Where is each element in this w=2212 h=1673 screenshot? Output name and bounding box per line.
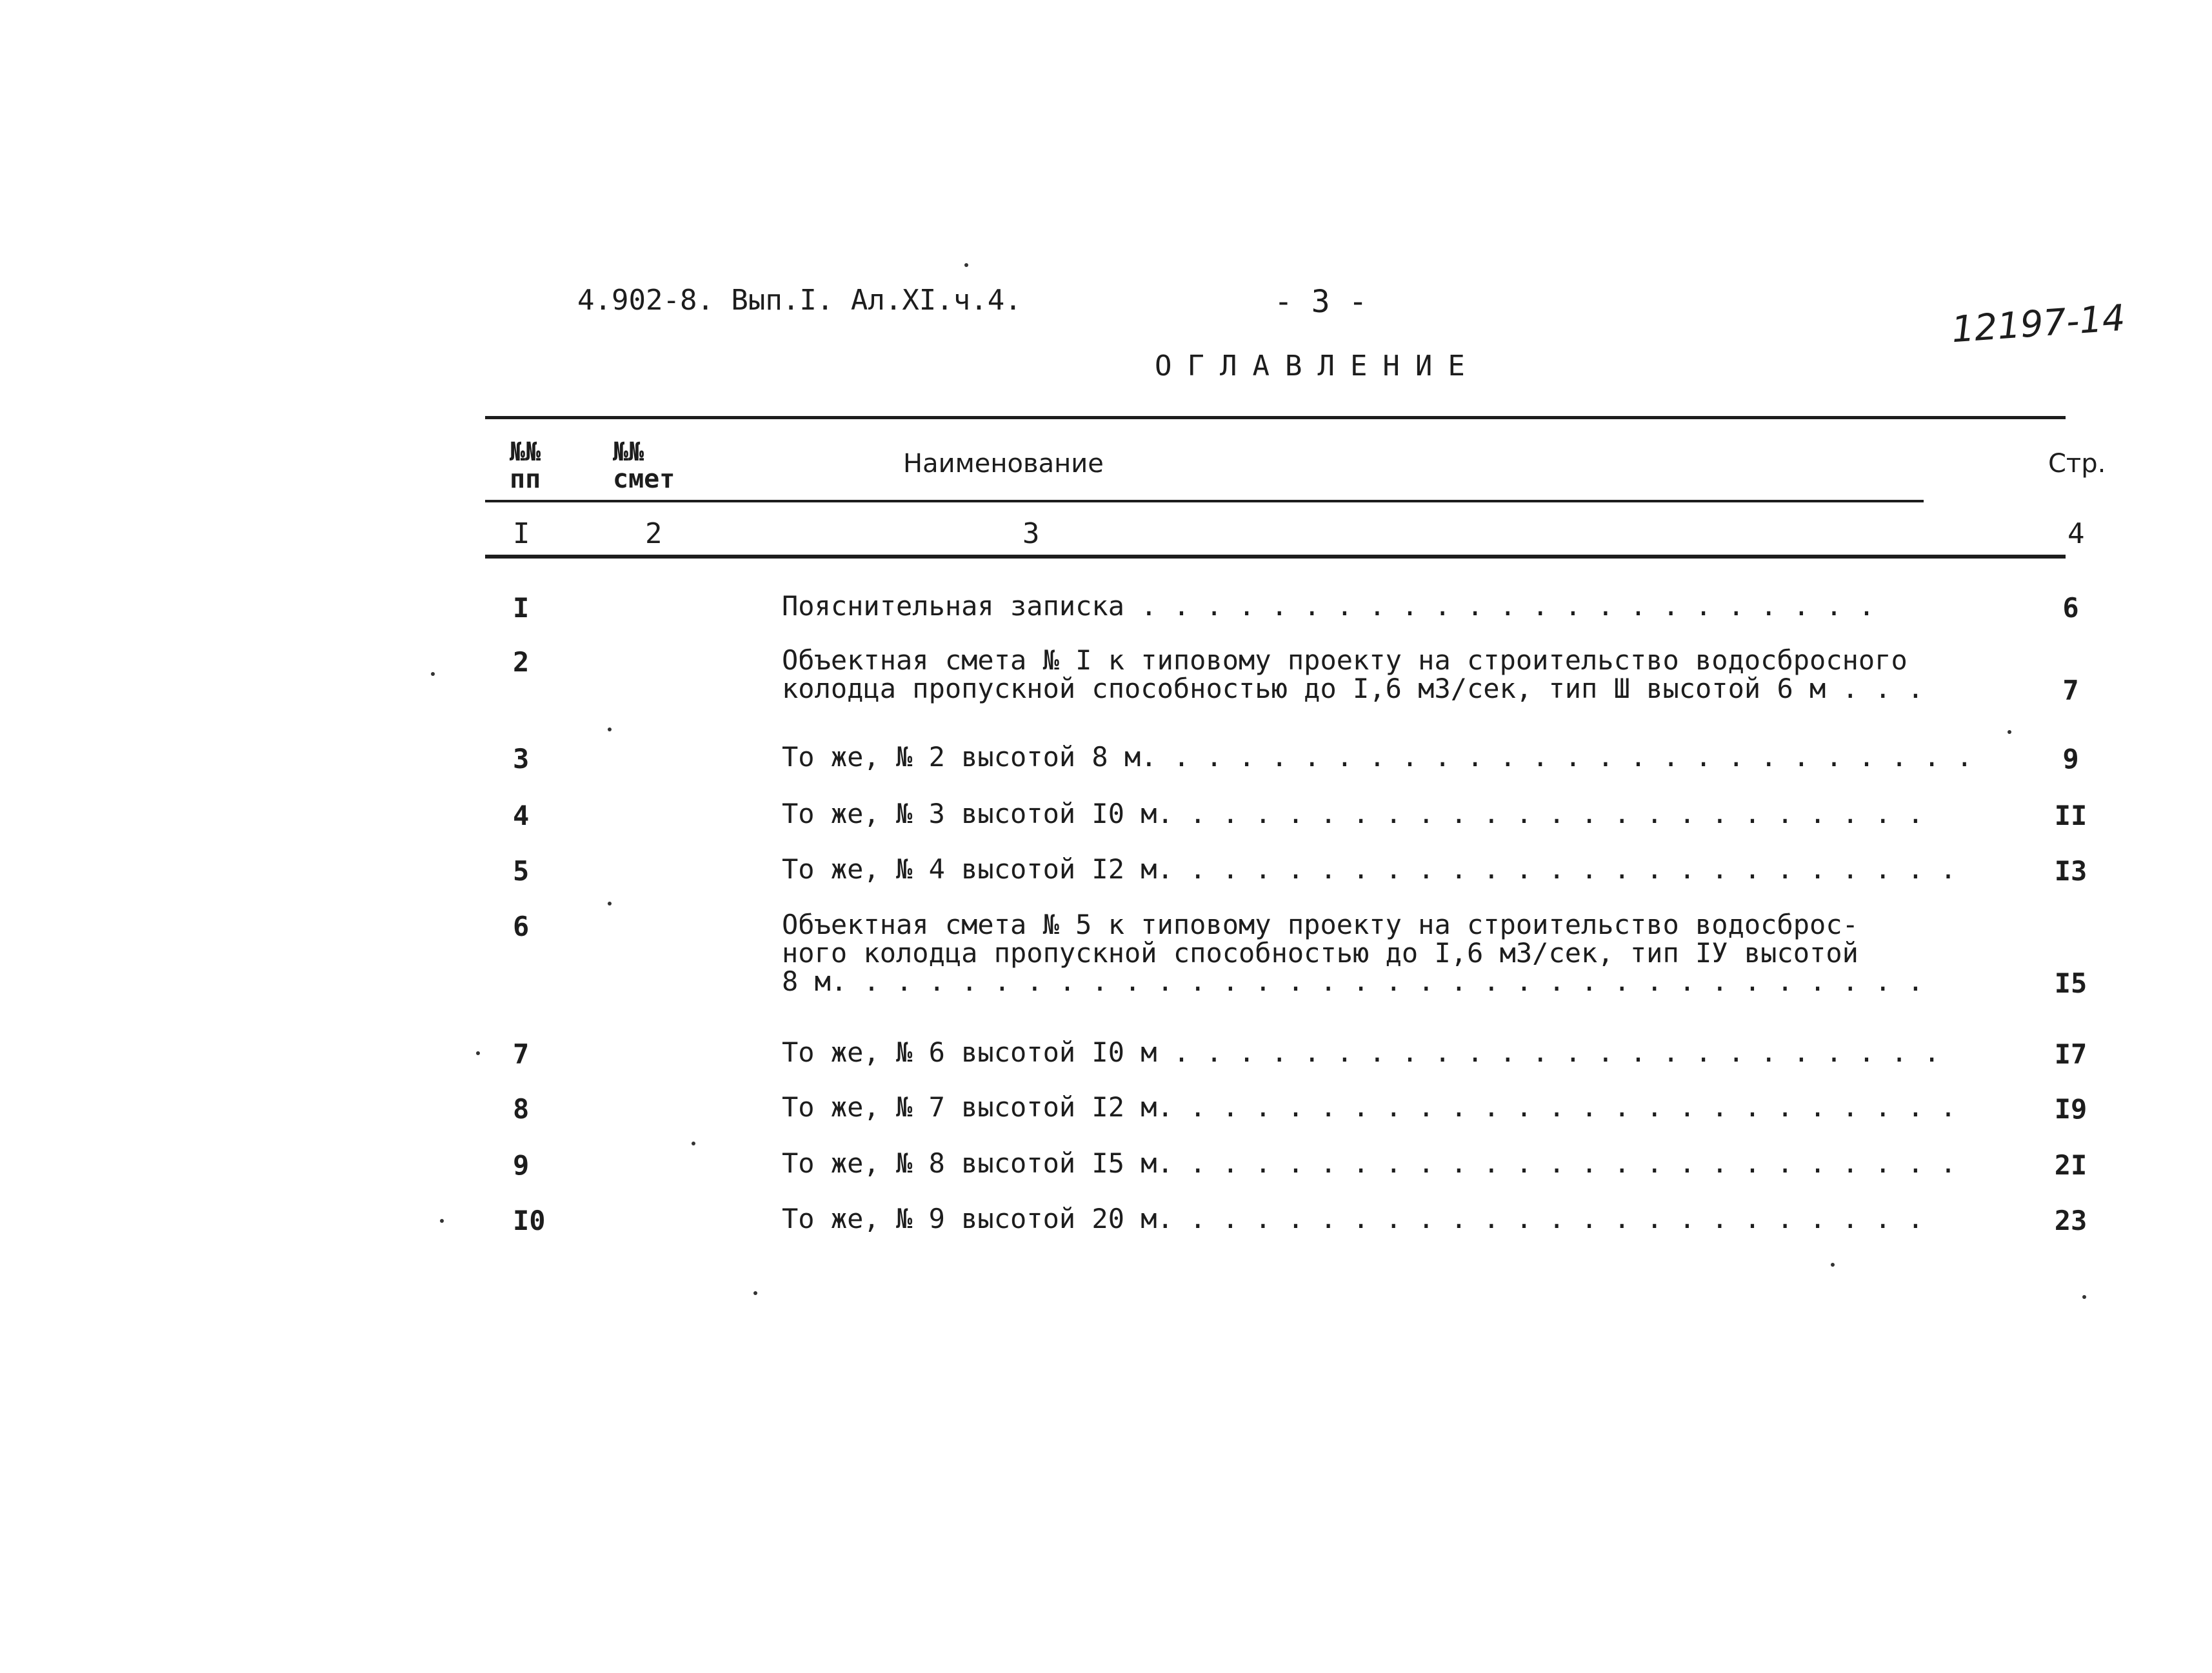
row-name-line: То же, № 6 высотой I0 м . . . . . . . . . . . . . . . . . . . . . . . . bbox=[782, 1036, 1940, 1068]
row-page: 2I bbox=[2054, 1149, 2087, 1181]
scan-speck bbox=[476, 1051, 480, 1055]
row-number: 3 bbox=[513, 743, 530, 775]
handwritten-stamp: 12197-14 bbox=[1950, 297, 2127, 351]
row-number: 5 bbox=[513, 855, 530, 887]
row-page: II bbox=[2054, 800, 2087, 831]
scan-speck bbox=[1831, 1263, 1835, 1267]
row-page: I3 bbox=[2054, 855, 2087, 887]
scan-speck bbox=[440, 1219, 444, 1223]
row-number: I0 bbox=[513, 1205, 546, 1236]
row-page: 7 bbox=[2062, 675, 2079, 706]
row-name bbox=[782, 743, 1973, 771]
col-header-name: Наименование bbox=[903, 449, 1104, 479]
table-columns-rule bbox=[485, 555, 2066, 559]
row-number: 9 bbox=[513, 1149, 530, 1181]
row-page: I7 bbox=[2054, 1038, 2087, 1070]
scan-speck bbox=[608, 902, 612, 906]
row-name bbox=[782, 646, 1924, 703]
row-name bbox=[782, 1038, 1940, 1067]
row-name bbox=[782, 592, 1875, 620]
row-page: 23 bbox=[2054, 1205, 2087, 1236]
table-header-rule bbox=[485, 500, 1924, 502]
scan-speck bbox=[2008, 730, 2011, 734]
row-name-line: То же, № 9 высотой 20 м. . . . . . . . . . . . . . . . . . . . . . . . bbox=[782, 1203, 1924, 1234]
scan-speck bbox=[431, 672, 435, 676]
row-page: 6 bbox=[2062, 592, 2079, 624]
row-name-line: То же, № 4 высотой I2 м. . . . . . . . . . . . . . . . . . . . . . . . . bbox=[782, 853, 1957, 885]
row-name bbox=[782, 911, 1924, 996]
col-number-4: 4 bbox=[2068, 517, 2085, 550]
row-name-line: колодца пропускной способностью до I,6 м3/сек, тип Ш высотой 6 м . . . bbox=[782, 673, 1924, 704]
row-name bbox=[782, 855, 1957, 884]
row-number: 7 bbox=[513, 1038, 530, 1070]
row-name-line: То же, № 3 высотой I0 м. . . . . . . . . . . . . . . . . . . . . . . . bbox=[782, 798, 1924, 829]
row-name-line: 8 м. . . . . . . . . . . . . . . . . . . . . . . . . . . . . . . . . . bbox=[782, 965, 1924, 997]
col-header-number: №№ пп bbox=[510, 437, 541, 494]
col-header-page: Стр. bbox=[2048, 449, 2106, 479]
row-number: 8 bbox=[513, 1093, 530, 1125]
scan-speck bbox=[964, 263, 968, 267]
row-name-line: Объектная смета № 5 к типовому проекту на строительство водосброс- bbox=[782, 909, 1858, 940]
row-name bbox=[782, 1149, 1957, 1178]
page-title: ОГЛАВЛЕНИЕ bbox=[1155, 350, 1480, 382]
row-page: I9 bbox=[2054, 1093, 2087, 1125]
document-code: 4.902-8. Вып.I. Ал.XI.ч.4. bbox=[577, 284, 1022, 317]
row-name bbox=[782, 1093, 1957, 1122]
row-number: 6 bbox=[513, 911, 530, 942]
scan-speck bbox=[2082, 1295, 2086, 1299]
row-name-line: То же, № 2 высотой 8 м. . . . . . . . . . . . . . . . . . . . . . . . . . bbox=[782, 741, 1973, 773]
scan-speck bbox=[753, 1291, 757, 1295]
col-number-1: I bbox=[513, 517, 530, 550]
row-name-line: Пояснительная записка . . . . . . . . . . . . . . . . . . . . . . . bbox=[782, 590, 1875, 622]
col-number-3: 3 bbox=[1022, 517, 1040, 550]
col-number-2: 2 bbox=[645, 517, 663, 550]
row-name-line: То же, № 7 высотой I2 м. . . . . . . . . . . . . . . . . . . . . . . . . bbox=[782, 1091, 1957, 1123]
row-name-line: То же, № 8 высотой I5 м. . . . . . . . . . . . . . . . . . . . . . . . . bbox=[782, 1147, 1957, 1179]
scan-speck bbox=[608, 728, 612, 731]
row-page: 9 bbox=[2062, 743, 2079, 775]
row-name-line: ного колодца пропускной способностью до I,6 м3/сек, тип IУ высотой bbox=[782, 937, 1858, 969]
page-number: - 3 - bbox=[1274, 284, 1368, 320]
row-page: I5 bbox=[2054, 967, 2087, 999]
scan-speck bbox=[692, 1142, 695, 1145]
table-top-rule bbox=[485, 416, 2066, 419]
row-name bbox=[782, 800, 1924, 828]
col-header-estimate: №№ смет bbox=[613, 437, 675, 494]
row-name bbox=[782, 1205, 1924, 1233]
row-number: 2 bbox=[513, 646, 530, 678]
row-name-line: Объектная смета № I к типовому проекту на строительство водосбросного bbox=[782, 644, 1908, 676]
row-number: 4 bbox=[513, 800, 530, 831]
row-number: I bbox=[513, 592, 530, 624]
